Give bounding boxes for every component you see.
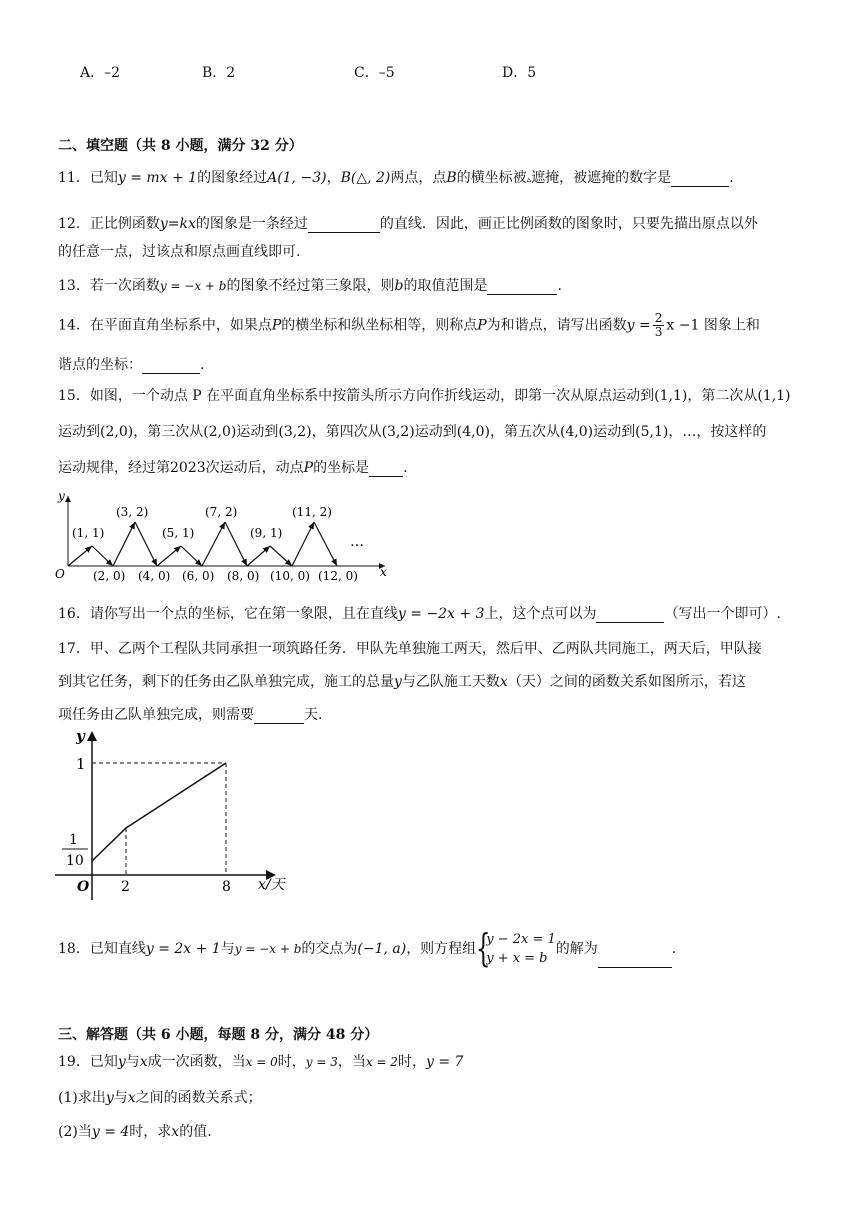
peak-label: (5, 1)	[162, 526, 195, 540]
q17-x: x	[499, 674, 508, 690]
question-15-line1: 15．如图，一个动点 P 在平面直角坐标系中按箭头所示方向作折线运动，即第一次从原点运动到(1,1)，第二次从(1,1)	[58, 388, 791, 404]
work-progress-graph	[50, 725, 300, 900]
q19-y: y	[117, 1054, 126, 1070]
q19-part1-c: 之间的函数关系式；	[135, 1090, 262, 1106]
q11-sep: ，	[326, 170, 341, 186]
q19-cond-2: y = 3	[305, 1055, 338, 1069]
q17-line3a: 项任务由乙队单独完成，则需要	[58, 707, 254, 723]
guide-lines	[92, 763, 226, 875]
q12-text-c: 的直线．因此，画正比例函数的图象时，只要先描出原点以外	[379, 216, 758, 232]
peak-label: (11, 2)	[292, 505, 332, 519]
choice-d: D．5	[502, 65, 537, 81]
x-axis-label: x	[380, 565, 387, 579]
q19-part2-x: x	[171, 1124, 180, 1140]
bottom-labels	[93, 569, 358, 583]
q14-text-d: x −1 图象上和	[666, 317, 760, 334]
question-17-line3	[58, 704, 322, 724]
q15-line3a: 运动规律，经过第2023次运动后，动点	[58, 460, 304, 476]
bottom-label: (6, 0)	[182, 569, 215, 583]
q19-part2-a: (2)当	[58, 1124, 92, 1140]
q19-text-b: 与	[125, 1054, 140, 1070]
q19-part1-x: x	[127, 1090, 136, 1106]
y-tick-frac-den: 10	[66, 853, 84, 869]
question-12-line2: 的任意一点，过该点和原点画直线即可.	[58, 244, 301, 260]
q18-mid3: ，则方程组	[406, 941, 477, 957]
zigzag-figure	[50, 488, 395, 588]
q15-end: .	[403, 460, 408, 476]
q14-text-b: 的横坐标和纵坐标相等，则称点	[281, 317, 478, 334]
q14-frac-num: 2	[654, 311, 663, 325]
q19-part2-cond: y = 4	[91, 1124, 130, 1140]
q11-formula: y = mx + 1	[117, 170, 198, 186]
q13-formula: y = −x + b	[159, 279, 227, 293]
q12-text-b: 的图象是一条经过	[195, 216, 308, 232]
question-16	[58, 603, 781, 623]
y-axis-label: y	[76, 727, 85, 745]
q14-line2: 谐点的坐标：	[58, 357, 142, 373]
q15-answer-blank[interactable]	[369, 462, 403, 477]
q13-end: .	[557, 278, 562, 294]
q16-formula: y = −2x + 3	[397, 606, 485, 622]
q12-text-a: 12．正比例函数	[58, 216, 160, 232]
q14-frac-den: 3	[654, 325, 663, 339]
q18-f1: y = 2x + 1	[145, 941, 221, 957]
peak-label: (1, 1)	[72, 526, 105, 540]
question-14-line1	[58, 312, 760, 339]
equation-1: y − 2x = 1	[486, 932, 556, 947]
q16-answer-blank[interactable]	[596, 608, 664, 623]
origin-label: O	[55, 567, 65, 581]
q19-text-d: 时，	[277, 1054, 306, 1070]
q18-prefix: 18．已知直线	[58, 941, 146, 957]
q15-line3b: 的坐标是	[313, 460, 370, 476]
x-tick-8: 8	[222, 879, 231, 895]
ellipsis: …	[350, 534, 364, 550]
equation-system: { y − 2x = 1 y + x = b	[476, 926, 556, 970]
q11-point-a: A(1, −3)	[267, 170, 327, 186]
question-17-line1: 17．甲、乙两个工程队共同承担一项筑路任务．甲队先单独施工两天，然后甲、乙两队共同施工，两天后，甲队接	[58, 641, 762, 657]
q11-point-b: B(△, 2)	[340, 170, 391, 186]
q14-text-c: 为和谐点，请写出函数	[486, 317, 627, 334]
bottom-label: (10, 0)	[270, 569, 310, 583]
q19-cond-4: y = 7	[425, 1054, 464, 1070]
q13-b: b	[394, 278, 404, 294]
q11-mid1: 的图象经过	[197, 170, 268, 186]
q17-line3b: 天.	[304, 707, 323, 723]
q18-f2: y = −x + b	[234, 942, 302, 956]
question-11	[58, 167, 734, 187]
q14-y-eq: y =	[626, 317, 651, 334]
q11-end: .	[729, 170, 734, 186]
peak-labels	[72, 505, 332, 540]
q16-suffix: （写出一个即可）.	[664, 606, 781, 622]
q19-text-a: 19．已知	[58, 1054, 118, 1070]
q19-part2-d: 的值.	[179, 1124, 212, 1140]
q13-mid: 的图象不经过第三象限，则	[226, 278, 395, 294]
q19-x: x	[139, 1054, 148, 1070]
q14-p1: P	[271, 317, 282, 334]
question-12-line1	[58, 213, 758, 233]
q19-cond-1: x = 0	[245, 1055, 278, 1069]
q11-mid3: 的横坐标被	[456, 170, 527, 186]
question-19	[58, 1051, 463, 1071]
q18-end: .	[671, 941, 677, 957]
question-13	[58, 275, 562, 295]
y-tick-1: 1	[76, 755, 86, 773]
bottom-label: (4, 0)	[138, 569, 171, 583]
question-19-part-1	[58, 1087, 262, 1107]
q16-prefix: 16．请你写出一个点的坐标，它在第一象限，且在直线	[58, 606, 398, 622]
q16-mid: 上，这个点可以为	[484, 606, 597, 622]
q11-prefix: 11．已知	[58, 170, 118, 186]
question-15-line3	[58, 457, 408, 477]
origin-label: O	[77, 879, 90, 895]
q17-line2a: 到其它任务，剩下的任务由乙队单独完成，施工的总量	[58, 674, 394, 690]
q18-mid2: 的交点为	[301, 941, 358, 957]
peak-label: (9, 1)	[250, 526, 283, 540]
question-19-part-2	[58, 1121, 212, 1141]
q14-end: .	[200, 357, 205, 373]
q17-y: y	[394, 674, 402, 690]
bottom-label: (8, 0)	[227, 569, 260, 583]
q18-mid1: 与	[220, 941, 235, 957]
q17-answer-blank[interactable]	[254, 709, 304, 724]
zigzag-path	[68, 522, 337, 566]
triangle-icon: ▵	[526, 175, 532, 185]
x-axis-label: x/天	[258, 877, 285, 893]
q19-text-f: 时，	[397, 1054, 426, 1070]
q13-suffix: 的取值范围是	[403, 278, 488, 294]
question-17-line2	[58, 671, 746, 691]
question-15-line2: 运动到(2,0)，第三次从(2,0)运动到(3,2)，第四次从(3,2)运动到(4,0)，第五次从(4,0)运动到(5,1)，…，按这样的	[58, 424, 767, 440]
section-2-title: 二、填空题（共 8 小题，满分 32 分）	[58, 138, 303, 154]
q19-cond-3: x = 2	[365, 1055, 398, 1069]
y-axis-arrow-icon	[65, 496, 71, 502]
choice-b: B．2	[202, 65, 236, 81]
q12-formula: y=kx	[159, 216, 196, 232]
q19-part1-a: (1)求出	[58, 1090, 106, 1106]
question-14-line2	[58, 354, 204, 374]
q11-b: B	[446, 170, 457, 186]
choice-a: A．–2	[80, 65, 121, 81]
x-tick-2: 2	[121, 879, 130, 895]
q18-suffix: 的解为	[555, 941, 598, 957]
q12-answer-blank[interactable]	[308, 218, 380, 233]
q15-p: P	[303, 460, 314, 476]
q19-part2-b: 时，求	[129, 1124, 172, 1140]
q17-line2b: 与乙队施工天数	[401, 674, 500, 690]
q19-text-e: ，当	[337, 1054, 366, 1070]
bottom-label: (12, 0)	[318, 569, 358, 583]
q11-suffix: 遮掩，被遮掩的数字是	[531, 170, 672, 186]
q19-part1-b: 与	[113, 1090, 128, 1106]
equation-2: y + x = b	[486, 951, 548, 966]
q19-text-c: 成一次函数，当	[147, 1054, 246, 1070]
q18-point: (−1, a)	[357, 941, 407, 957]
bottom-label: (2, 0)	[93, 569, 126, 583]
q14-fraction	[653, 312, 665, 339]
q17-line2c: （天）之间的函数关系如图所示，若这	[507, 674, 746, 690]
q14-answer-blank[interactable]	[142, 359, 200, 374]
q13-answer-blank[interactable]	[487, 280, 557, 295]
progress-line	[92, 763, 226, 861]
q13-prefix: 13．若一次函数	[58, 278, 160, 294]
y-axis-label: y	[58, 489, 65, 503]
q14-p2: P	[477, 317, 487, 334]
y-tick-frac-num: 1	[69, 832, 78, 848]
q18-answer-blank[interactable]	[598, 953, 672, 968]
section-3-title: 三、解答题（共 6 小题，每题 8 分，满分 48 分）	[58, 1027, 379, 1043]
q14-text-a: 14．在平面直角坐标系中，如果点	[58, 317, 272, 334]
q11-answer-blank[interactable]	[671, 172, 729, 187]
peak-label: (3, 2)	[116, 505, 149, 519]
choice-c: C．–5	[354, 65, 395, 81]
question-18	[58, 926, 677, 970]
q11-mid2: 两点，点	[390, 170, 447, 186]
q19-part1-y: y	[105, 1090, 114, 1106]
y-axis-arrow-icon	[87, 731, 97, 741]
peak-label: (7, 2)	[205, 505, 238, 519]
